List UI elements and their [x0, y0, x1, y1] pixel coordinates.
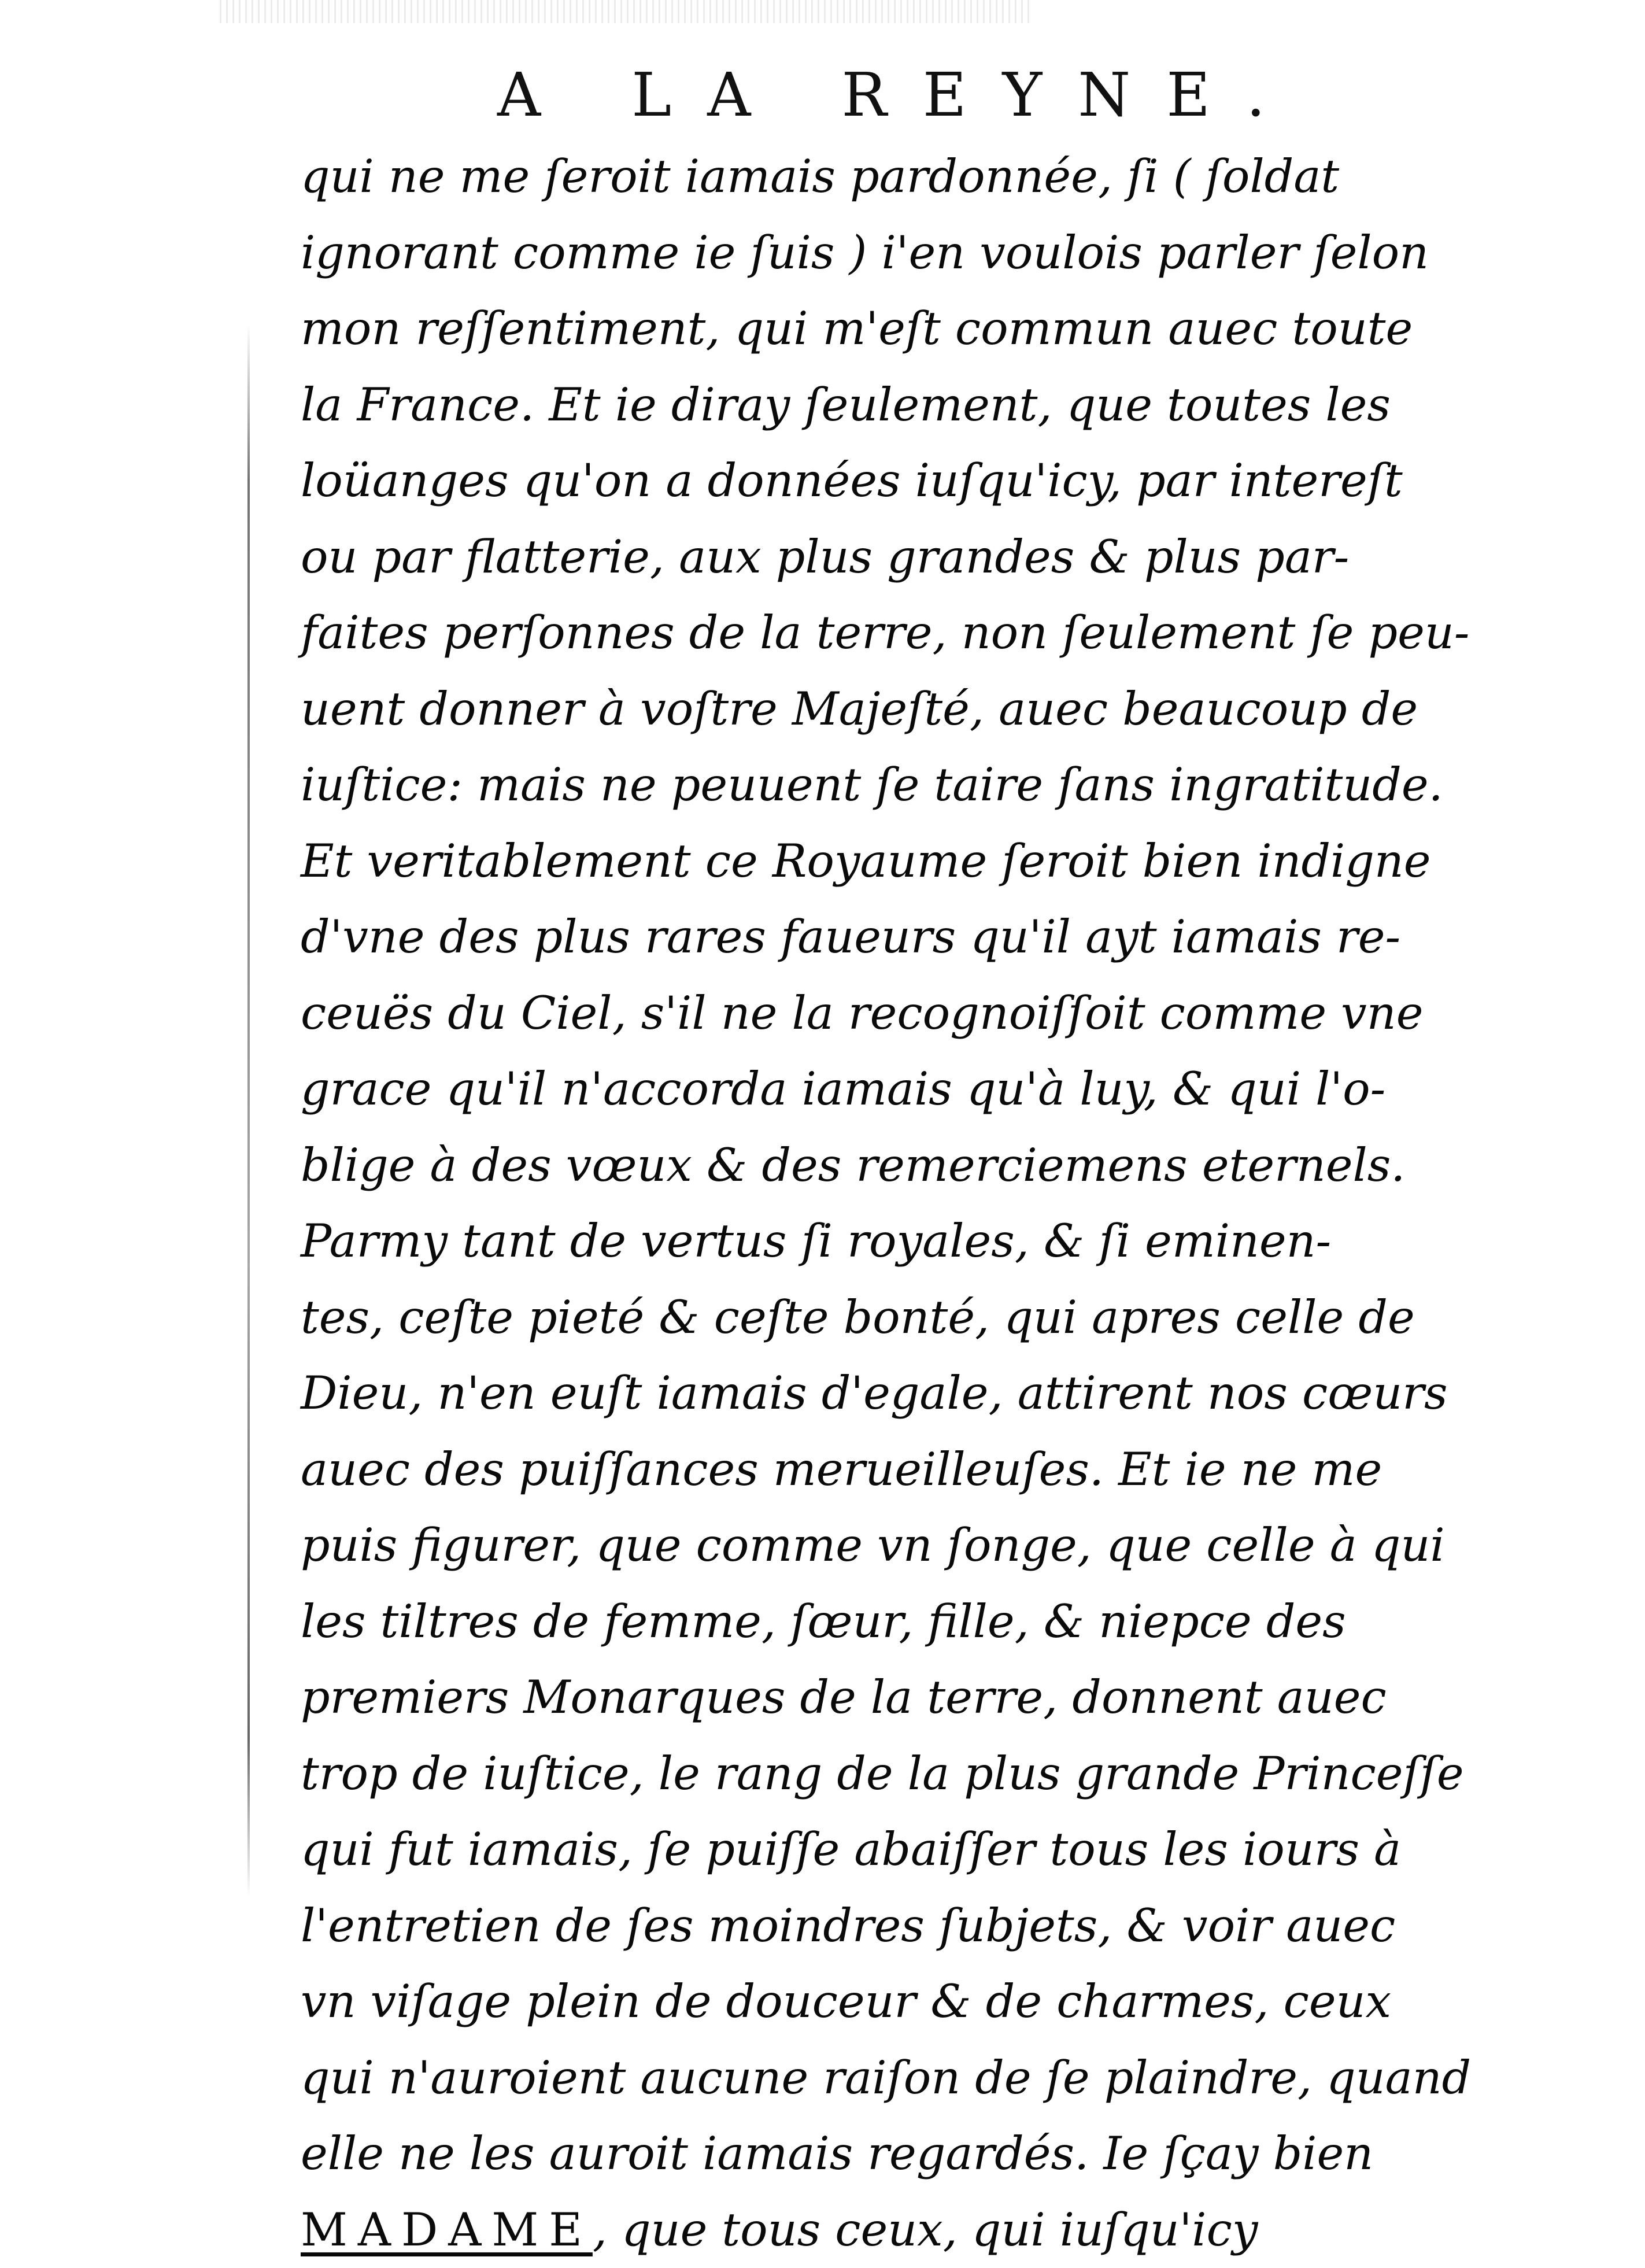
body-text: [301, 139, 1255, 2268]
text-line: mon reſſentiment, qui m'eſt commun auec toute: [301, 291, 1255, 367]
text-line: Parmy tant de vertus ſi royales, & ſi eminen-: [301, 1203, 1255, 1280]
text-line: l'entretien de ſes moindres ſubjets, & voir auec: [301, 1888, 1255, 1964]
text-line: qui n'auroient aucune raiſon de ſe plaindre, quand: [301, 2040, 1255, 2116]
scan-noise: [220, 0, 1029, 23]
final-line-rest: , que tous ceux, qui iuſqu'icy: [593, 2203, 1258, 2256]
text-line: auec des puiſſances merueilleuſes. Et ie ne me: [301, 1432, 1255, 1508]
text-line: elle ne les auroit iamais regardés. Ie ſçay bien: [301, 2116, 1255, 2192]
text-line: Dieu, n'en euſt iamais d'egale, attirent nos cœurs: [301, 1355, 1255, 1432]
text-line: trop de iuſtice, le rang de la plus grande Princeſſe: [301, 1736, 1255, 1812]
text-line: les tiltres de femme, ſœur, fille, & niepce des: [301, 1584, 1255, 1660]
page-gutter-edge: [247, 324, 250, 1897]
text-line: tes, ceſte pieté & ceſte bonté, qui apres celle de: [301, 1280, 1255, 1356]
text-line: loüanges qu'on a données iuſqu'icy, par intereſt: [301, 443, 1255, 519]
text-line: qui ne me ſeroit iamais pardonnée, ſi ( ſoldat: [301, 139, 1255, 215]
text-line: uent donner à voſtre Majeſté, auec beaucoup de: [301, 671, 1255, 748]
text-line: Et veritablement ce Royaume ſeroit bien indigne: [301, 823, 1255, 900]
text-line: vn viſage plein de douceur & de charmes, ceux: [301, 1964, 1255, 2040]
text-line: iuſtice: mais ne peuuent ſe taire ſans ingratitude.: [301, 747, 1255, 823]
text-line: qui fut iamais, ſe puiſſe abaiſſer tous les iours à: [301, 1812, 1255, 1888]
address-madame: MADAME: [301, 2203, 593, 2256]
text-line: ceuës du Ciel, s'il ne la recognoiſſoit comme vne: [301, 976, 1255, 1052]
text-line: premiers Monarques de la terre, donnent auec: [301, 1660, 1255, 1736]
text-line: faites perſonnes de la terre, non ſeulement ſe peu-: [301, 595, 1255, 671]
text-line: blige à des vœux & des remerciemens eternels.: [301, 1128, 1255, 1204]
text-line: la France. Et ie diray ſeulement, que toutes les: [301, 367, 1255, 444]
text-line: d'vne des plus rares faueurs qu'il ayt iamais re-: [301, 899, 1255, 976]
running-head: A LA REYNE.: [497, 65, 1075, 125]
text-line: ignorant comme ie ſuis ) i'en voulois parler ſelon: [301, 215, 1255, 291]
text-line: puis figurer, que comme vn ſonge, que celle à qui: [301, 1508, 1255, 1584]
text-line-final: [301, 2192, 1255, 2268]
text-line: ou par flatterie, aux plus grandes & plus par-: [301, 519, 1255, 596]
text-line: grace qu'il n'accorda iamais qu'à luy, & qui l'o-: [301, 1051, 1255, 1128]
